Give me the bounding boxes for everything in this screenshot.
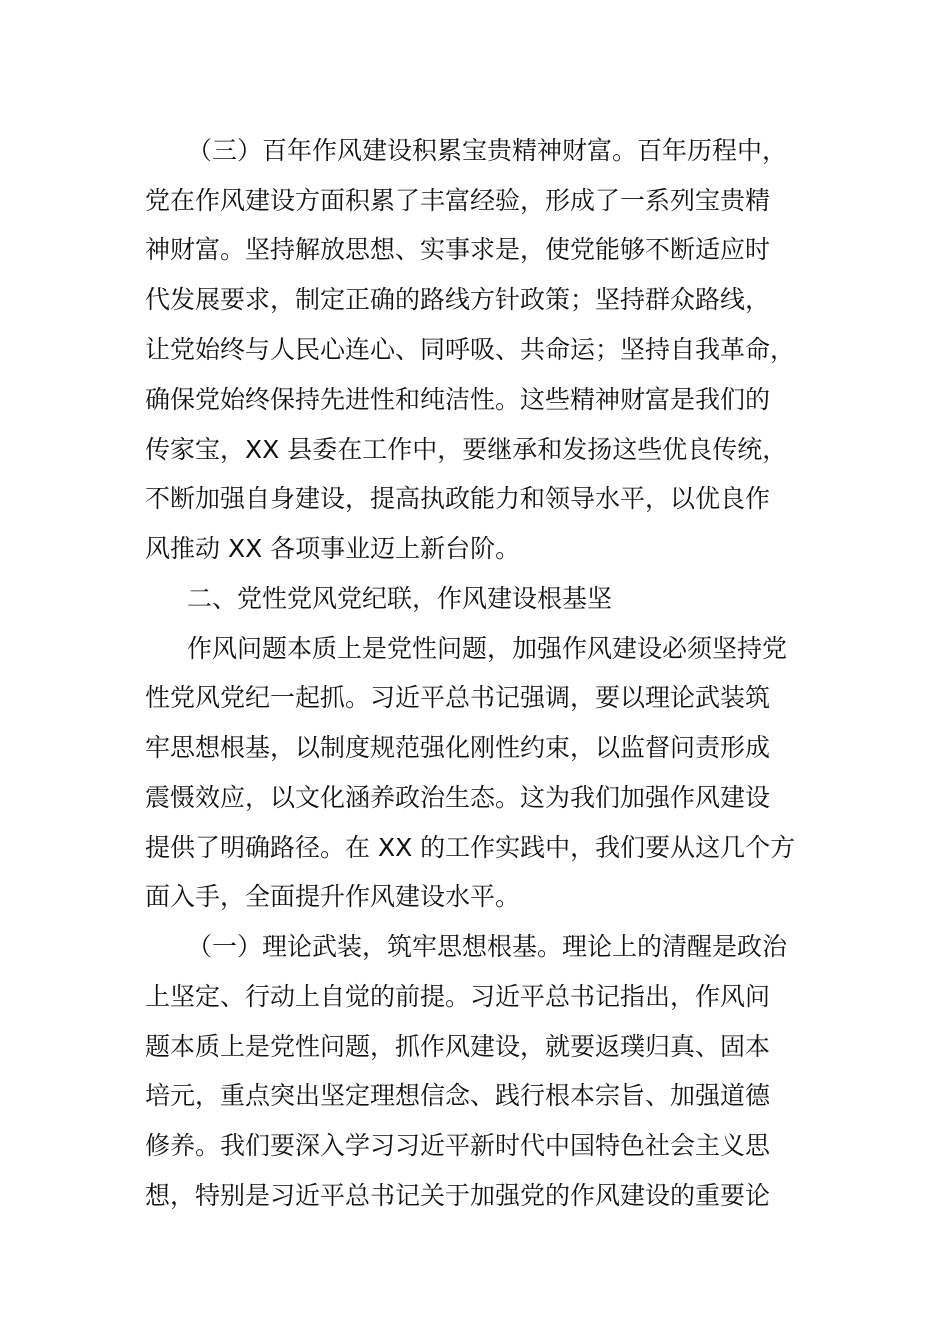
paragraph-line: 作风问题本质上是党性问题，加强作风建设必须坚持党 <box>187 634 788 663</box>
paragraph-line: 传家宝，XX 县委在工作中，要继承和发扬这些优良传统， <box>145 435 788 464</box>
paragraph-line: 培元，重点突出坚定理想信念、践行根本宗旨、加强道德 <box>145 1081 771 1110</box>
paragraph-line: 党在作风建设方面积累了丰富经验，形成了一系列宝贵精 <box>145 186 771 215</box>
paragraph-line: 不断加强自身建设，提高执政能力和领导水平，以优良作 <box>145 484 771 513</box>
section-heading: 二、党性党风党纪联，作风建设根基坚 <box>187 584 613 613</box>
paragraph-line: （三）百年作风建设积累宝贵精神财富。百年历程中， <box>187 136 788 165</box>
paragraph-line: 震慑效应，以文化涵养政治生态。这为我们加强作风建设 <box>145 783 771 812</box>
paragraph-line: 神财富。坚持解放思想、实事求是，使党能够不断适应时 <box>145 235 771 264</box>
paragraph-line: 风推动 XX 各项事业迈上新台阶。 <box>145 534 521 563</box>
paragraph-line: （一）理论武装，筑牢思想根基。理论上的清醒是政治 <box>187 932 788 961</box>
paragraph-line: 想，特别是习近平总书记关于加强党的作风建设的重要论 <box>145 1181 771 1210</box>
paragraph-line: 代发展要求，制定正确的路线方针政策；坚持群众路线， <box>145 285 771 314</box>
paragraph-line: 牢思想根基，以制度规范强化刚性约束，以监督问责形成 <box>145 733 771 762</box>
paragraph-line: 上坚定、行动上自觉的前提。习近平总书记指出，作风问 <box>145 982 771 1011</box>
paragraph-line: 修养。我们要深入学习习近平新时代中国特色社会主义思 <box>145 1131 771 1160</box>
paragraph-line: 面入手，全面提升作风建设水平。 <box>145 882 521 911</box>
paragraph-line: 性党风党纪一起抓。习近平总书记强调，要以理论武装筑 <box>145 683 771 712</box>
paragraph-line: 确保党始终保持先进性和纯洁性。这些精神财富是我们的 <box>145 385 771 414</box>
paragraph-line: 让党始终与人民心连心、同呼吸、共命运；坚持自我革命， <box>145 335 796 364</box>
paragraph-line: 题本质上是党性问题，抓作风建设，就要返璞归真、固本 <box>145 1032 771 1061</box>
paragraph-line: 提供了明确路径。在 XX 的工作实践中，我们要从这几个方 <box>145 833 796 862</box>
